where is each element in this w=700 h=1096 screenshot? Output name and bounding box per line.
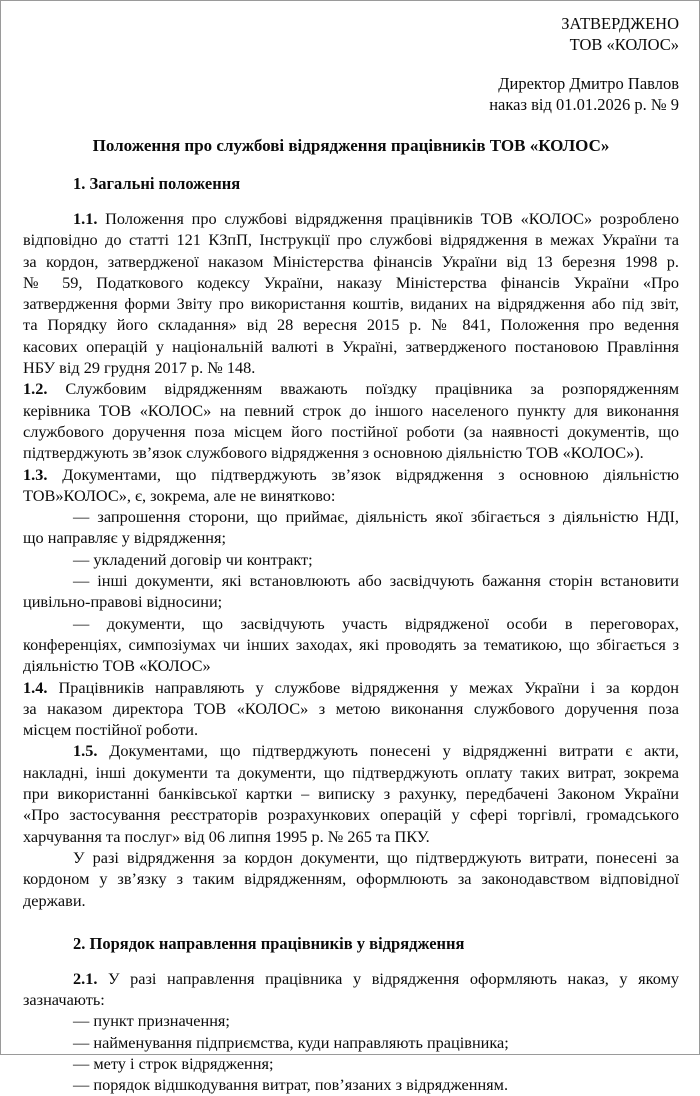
- clause-line: кордоном у зв’язку з таким відрядженням, оформлюють за законодавством відповідної: [23, 869, 679, 889]
- list-item-line: — документи, що засвідчують участь відрядженої особи в переговорах,: [73, 613, 679, 633]
- list-item-line: — пункт призначення;: [73, 1011, 230, 1031]
- clause-line: зазначають:: [23, 990, 105, 1010]
- list-item: [23, 570, 679, 613]
- clause-line: 2.1. У разі направлення працівника у відрядження оформляють наказ, у якому: [73, 968, 679, 988]
- list-item-line: — мету і строк відрядження;: [73, 1053, 274, 1073]
- order-block: [23, 73, 679, 115]
- list-item: [23, 1032, 679, 1053]
- clause-line: держави.: [23, 890, 86, 910]
- list-item-line: цивільно-правові відносини;: [23, 592, 223, 612]
- clause-number: 1.1.: [73, 209, 98, 228]
- clause-line: при використанні банківської картки – виписку з рахунку, передбачені Законом України: [23, 784, 679, 804]
- approval-line-1: ЗАТВЕРДЖЕНО: [561, 14, 679, 33]
- clause-line: 1.4. Працівників направляють у службове відрядження у межах України і за кордон: [23, 677, 679, 697]
- clause-1-5-addendum: [23, 847, 679, 911]
- director-line: Директор Дмитро Павлов: [498, 74, 679, 93]
- list-item: [23, 506, 679, 549]
- list-item: [23, 1053, 679, 1074]
- list-item: [23, 1010, 679, 1031]
- list-item: [23, 549, 679, 570]
- clause-line: за наказом директора ТОВ «КОЛОС» з метою виконання службового доручення поза: [23, 698, 679, 718]
- section-heading-1: 1. Загальні положення: [73, 174, 241, 193]
- clause-line: місцем постійної роботи.: [23, 720, 199, 740]
- clause-1-5: [23, 740, 679, 846]
- clause-1-3: [23, 464, 679, 507]
- list-item-line: діяльністю ТОВ «КОЛОС»: [23, 656, 211, 676]
- clause-line: 1.5. Документами, що підтверджують понесені у відрядженні витрати є акти,: [73, 741, 679, 761]
- list-item-line: — порядок відшкодування витрат, пов’язаних з відрядженням.: [73, 1075, 509, 1095]
- clause-line: 1.3. Документами, що підтверджують зв’язок відрядження з основною діяльністю: [23, 464, 680, 484]
- clause-line: 1.2. Службовим відрядженням вважають поїздку працівника за розпорядженням: [23, 379, 679, 399]
- order-number-line: наказ від 01.01.2026 р. № 9: [489, 95, 679, 114]
- clause-line: підтверджують зв’язок службового відрядження з основною діяльністю ТОВ «КОЛОС»).: [23, 443, 644, 463]
- clause-line: «Про застосування реєстраторів розрахункових операцій у сфері торгівлі, громадського: [23, 805, 679, 825]
- clause-number: 1.3.: [23, 464, 48, 484]
- clause-1-4: [23, 677, 679, 741]
- clause-line: У разі відрядження за кордон документи, що підтверджують витрати, понесені за: [73, 847, 679, 867]
- clause-line: відповідно до статті 121 КЗпП, Інструкції про службові відрядження в межах України та: [23, 230, 679, 250]
- clause-line: НБУ від 29 грудня 2017 р. № 148.: [23, 358, 256, 378]
- section-heading-2: 2. Порядок направлення працівників у відрядження: [73, 933, 465, 953]
- clause-line: ТОВ»КОЛОС», є, зокрема, але не винятково:: [23, 485, 336, 505]
- clause-number: 1.2.: [23, 379, 48, 399]
- clause-line: № 59, Податкового кодексу України, наказу Міністерства фінансів України «Про: [23, 272, 679, 292]
- list-item-line: що направляє у відрядження;: [23, 528, 227, 548]
- list-item-line: — найменування підприємства, куди направляють працівника;: [73, 1032, 509, 1052]
- clause-line: затвердження форми Звіту про використання коштів, виданих на відрядження або під звіт,: [23, 294, 679, 314]
- list-item-line: — запрошення сторони, що приймає, діяльність якої збігається з діяльністю НДІ,: [73, 507, 679, 527]
- approval-block: [23, 13, 679, 55]
- clause-2-1: [23, 968, 679, 1011]
- page-title: Положення про службові відрядження працівників ТОВ «КОЛОС»: [92, 136, 610, 155]
- clause-line: керівника ТОВ «КОЛОС» на певний строк до іншого населеного пункту для виконання: [23, 400, 679, 420]
- page-content: [23, 13, 679, 1096]
- clause-line: 1.1. Положення про службові відрядження працівників ТОВ «КОЛОС» розроблено: [73, 209, 679, 228]
- approval-line-2: ТОВ «КОЛОС»: [569, 35, 679, 54]
- clause-line: та Порядку його складання» від 28 вересня 2015 р. № 841, Положення про ведення: [23, 315, 679, 335]
- clause-number: 1.5.: [73, 741, 98, 761]
- clause-line: накладні, інші документи та документи, що підтверджують оплату таких витрат, зокрема: [23, 762, 679, 782]
- clause-line: харчування та послуг» від 06 липня 1995 р. № 265 та ПКУ.: [23, 826, 430, 846]
- clause-line: службового доручення поза місцем його постійної роботи (за наявності документів, що: [23, 421, 679, 441]
- clause-line: касових операцій у національній валюті в Україні, затвердженого постановою Правління: [23, 336, 679, 356]
- list-item-line: — інші документи, які встановлюють або засвідчують бажання сторін встановити: [73, 571, 679, 591]
- list-item: [23, 613, 679, 677]
- clause-1-1: [23, 208, 679, 378]
- clause-1-2: [23, 378, 679, 463]
- list-item-line: — укладений договір чи контракт;: [73, 549, 313, 569]
- list-item-line: конференціях, симпозіумах чи інших заходах, які проводять за тематикою, що збігається з: [23, 634, 679, 654]
- list-item: [23, 1074, 679, 1095]
- clause-number: 1.4.: [23, 677, 48, 697]
- clause-line: за кордон, затвердженої наказом Міністерства фінансів України від 13 березня 1998 р.: [23, 251, 679, 271]
- clause-number: 2.1.: [73, 968, 98, 988]
